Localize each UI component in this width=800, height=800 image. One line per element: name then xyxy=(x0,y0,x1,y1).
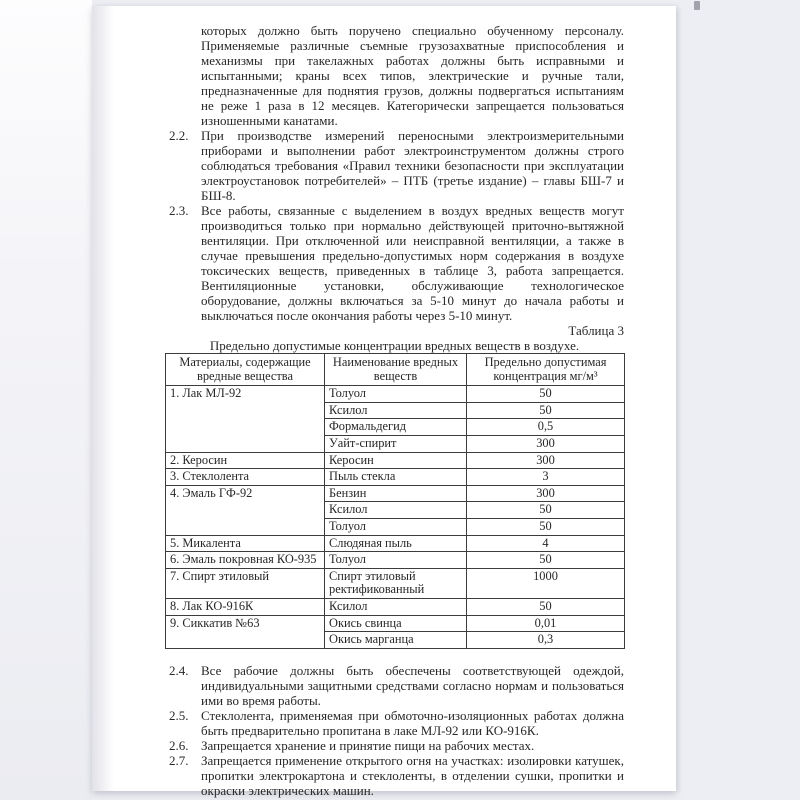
pdk-table xyxy=(165,353,625,649)
table-row xyxy=(166,469,625,486)
paragraph-text: При производстве измерений переносными электроизмерительными приборами и выполнении работ электроинструментом должны строго соблюдаться требования «Правил техники безопасности при эксплуатации электроустановок потребителей» – ПТБ (третье издание) – главы БШ-7 и БШ-8. xyxy=(201,128,624,203)
table-label: Таблица 3 xyxy=(568,323,624,338)
paragraph-text: Все рабочие должны быть обеспечены соответствующей одеждой, индивидуальными защитными средствами согласно нормам и пользоваться ими во время работы. xyxy=(201,662,624,708)
substance-name-cell: Толуол xyxy=(325,552,467,569)
substance-name-cell: Окись марганца xyxy=(325,632,467,649)
material-cell: 8. Лак КО-916К xyxy=(166,598,325,615)
material-cell: 7. Спирт этиловый xyxy=(166,568,325,598)
paragraph-number: 2.7. xyxy=(169,752,189,768)
material-cell: 3. Стеклолента xyxy=(166,469,325,486)
table-row xyxy=(166,535,625,552)
material-cell: 4. Эмаль ГФ-92 xyxy=(166,485,325,535)
substance-name-cell: Керосин xyxy=(325,452,467,469)
paragraph-text: Запрещается хранение и принятие пищи на рабочих местах. xyxy=(201,737,535,753)
document-paragraph xyxy=(165,753,624,798)
document-paragraph xyxy=(165,663,624,708)
paragraph-text: которых должно быть поручено специально обученному персоналу. Применяемые различные съемные грузозахватные приспособления и механизмы при такелажных работах должны быть исправными и испытанными; краны всех типов, электрические и ручные тали, предназначенные для поднятия грузов, должны подвергаться испытаниям не реже 1 раза в 12 месяцев. Категорически запрещается пользоваться изношенными канатами. xyxy=(201,23,624,128)
paragraph-list-top xyxy=(165,23,624,323)
header-row xyxy=(166,354,625,386)
document-page xyxy=(92,6,676,798)
concentration-value-cell: 300 xyxy=(467,452,625,469)
substance-name-cell: Спирт этиловый ректификованный xyxy=(325,568,467,598)
page-content xyxy=(165,23,624,798)
document-paragraph xyxy=(165,708,624,738)
substance-name-cell: Уайт-спирит xyxy=(325,435,467,452)
document-paragraph xyxy=(165,738,624,753)
substance-name-cell: Окись свинца xyxy=(325,615,467,632)
paragraph-list-bottom xyxy=(165,663,624,798)
document-paragraph xyxy=(165,128,624,203)
table-row xyxy=(166,615,625,632)
table-row xyxy=(166,568,625,598)
material-cell: 5. Микалента xyxy=(166,535,325,552)
substance-name-cell: Толуол xyxy=(325,386,467,403)
concentration-value-cell: 50 xyxy=(467,598,625,615)
page-stack-left-edge xyxy=(0,0,92,800)
concentration-value-cell: 3 xyxy=(467,469,625,486)
paragraph-number: 2.4. xyxy=(169,662,189,678)
substance-name-cell: Пыль стекла xyxy=(325,469,467,486)
scan-artifact-mark xyxy=(694,1,700,10)
concentration-value-cell: 300 xyxy=(467,485,625,502)
paragraph-number: 2.5. xyxy=(169,707,189,723)
concentration-value-cell: 50 xyxy=(467,502,625,519)
header-max-concentration: Предельно допустимая концентрация мг/м³ xyxy=(467,354,625,386)
concentration-value-cell: 0,3 xyxy=(467,632,625,649)
paragraph-text: Запрещается применение открытого огня на участках: изолировки катушек, пропитки электрокартона и стеклоленты, в отделении сушки, пропитки и окраски электрических машин. xyxy=(201,752,624,798)
substance-name-cell: Слюдяная пыль xyxy=(325,535,467,552)
material-cell: 9. Сиккатив №63 xyxy=(166,615,325,648)
table-row xyxy=(166,552,625,569)
concentration-value-cell: 1000 xyxy=(467,568,625,598)
material-cell: 1. Лак МЛ-92 xyxy=(166,386,325,452)
header-substance-name: Наименование вредных веществ xyxy=(325,354,467,386)
paragraph-text: Все работы, связанные с выделением в воздух вредных веществ могут производиться только при нормально действующей приточно-вытяжной вентиляции. При отключенной или неисправной вентиляции, а также в случае превышения предельно-допустимых норм содержания в воздухе токсических веществ, приведенных в таблице 3, работа запрещается. Вентиляционные установки, обслуживающие технологическое оборудование, должны включаться за 5-10 минут до начала работы и выключаться после окончания работы через 5-10 минут. xyxy=(201,203,624,323)
paragraph-number: 2.2. xyxy=(169,128,189,143)
concentration-value-cell: 4 xyxy=(467,535,625,552)
substance-name-cell: Формальдегид xyxy=(325,419,467,436)
document-paragraph xyxy=(165,203,624,323)
table-row xyxy=(166,485,625,502)
table-row xyxy=(166,598,625,615)
paragraph-text: Стеклолента, применяемая при обмоточно-изоляционных работах должна быть предварительно пропитана в лаке МЛ-92 или КО-916К. xyxy=(201,707,624,738)
pdk-table-body xyxy=(166,386,625,649)
substance-name-cell: Ксилол xyxy=(325,598,467,615)
concentration-value-cell: 50 xyxy=(467,386,625,403)
material-cell: 6. Эмаль покровная КО-935 xyxy=(166,552,325,569)
document-paragraph xyxy=(165,23,624,128)
substance-name-cell: Толуол xyxy=(325,518,467,535)
pdk-table-header xyxy=(166,354,625,386)
concentration-value-cell: 50 xyxy=(467,552,625,569)
substance-name-cell: Ксилол xyxy=(325,402,467,419)
substance-name-cell: Бензин xyxy=(325,485,467,502)
table-caption: Предельно допустимые концентрации вредных веществ в воздухе. xyxy=(209,338,580,353)
material-cell: 2. Керосин xyxy=(166,452,325,469)
substance-name-cell: Ксилол xyxy=(325,502,467,519)
paragraph-number: 2.6. xyxy=(169,737,189,753)
paragraph-number: 2.3. xyxy=(169,203,189,218)
concentration-value-cell: 50 xyxy=(467,518,625,535)
table-row xyxy=(166,452,625,469)
concentration-value-cell: 50 xyxy=(467,402,625,419)
page-left-edge-shadow xyxy=(92,6,114,791)
header-materials: Материалы, содержащие вредные вещества xyxy=(166,354,325,386)
concentration-value-cell: 300 xyxy=(467,435,625,452)
concentration-value-cell: 0,5 xyxy=(467,419,625,436)
concentration-value-cell: 0,01 xyxy=(467,615,625,632)
table-row xyxy=(166,386,625,403)
